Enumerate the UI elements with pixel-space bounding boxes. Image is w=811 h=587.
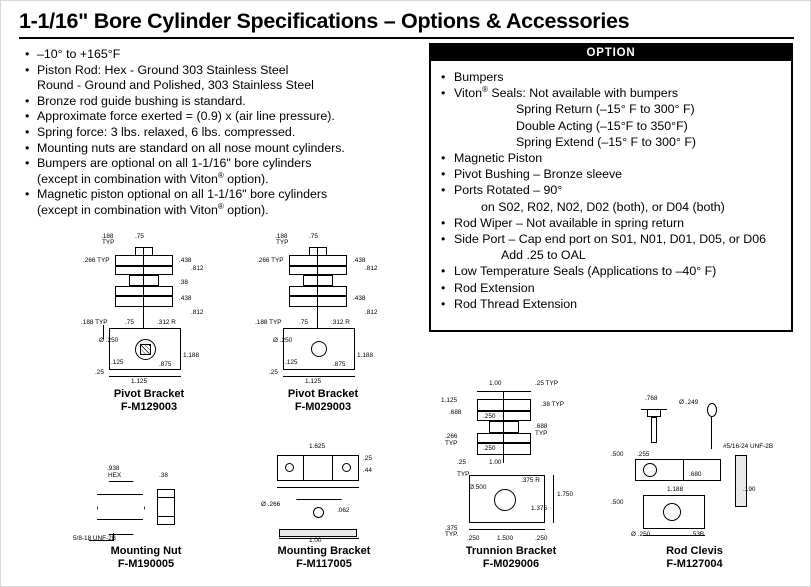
bore-circle: [494, 489, 516, 511]
list-item-text: Mounting nuts are standard on all nose mount cylinders.: [37, 140, 345, 155]
left-spec-list: [23, 47, 423, 219]
dim-label: 5/8-18 UNF-2B: [73, 535, 116, 542]
figure-part-number: F-M117005: [296, 557, 352, 570]
dim-label: .25: [457, 459, 466, 466]
option-item: [441, 247, 783, 263]
part-body: [115, 286, 173, 296]
drawing-trunnion-bracket: [431, 379, 591, 545]
dim-label: .250: [483, 413, 496, 420]
part-body: [289, 255, 347, 266]
option-item-text: Rod Extension: [454, 280, 535, 295]
list-item: [23, 94, 423, 110]
base-plate: [279, 529, 357, 537]
dim-label: 1.00: [489, 459, 502, 466]
dim-label: .44: [363, 467, 372, 474]
dim-label: HEX: [108, 472, 122, 479]
dim-label: .188 TYP: [255, 319, 282, 326]
hole: [342, 463, 351, 472]
dim-label: Ø .250: [631, 531, 651, 538]
dim-label: .438: [179, 257, 192, 264]
dim-label: Ø .250: [99, 337, 119, 344]
list-item: (except in combination with Viton® option).: [37, 201, 269, 217]
figure-caption: Pivot Bracket: [287, 388, 359, 400]
dim-line: [469, 529, 545, 530]
dim-line: [477, 391, 531, 392]
dim-label: .25: [363, 455, 372, 462]
figure-mounting-bracket: [251, 441, 397, 570]
list-item-text: Round - Ground and Polished, 303 Stainless Steel: [37, 78, 314, 93]
figure-part-number: F-M029006: [482, 557, 540, 570]
option-item: [441, 166, 783, 182]
part-edge: [309, 247, 327, 248]
list-item: (except in combination with Viton® option).: [37, 170, 269, 186]
dim-label: .688: [535, 423, 548, 430]
registered-mark: ®: [217, 201, 224, 211]
figure-mounting-nut: [73, 463, 219, 570]
option-item: [441, 199, 783, 215]
dim-label: .266 TYP: [83, 257, 110, 264]
pin-shaft: [711, 417, 712, 449]
dim-label: TYP: [276, 239, 289, 246]
part-body: [303, 275, 333, 286]
option-item-text: Add .25 to OAL: [501, 248, 586, 263]
dim-label: 1.125: [131, 378, 147, 385]
list-item: [23, 78, 423, 94]
dim-label: Ø .250: [273, 337, 293, 344]
option-item-text: Rod Thread Extension: [454, 296, 578, 311]
part-body: [477, 399, 531, 411]
dim-label: .75: [125, 319, 134, 326]
dim-label: 1.00: [489, 380, 502, 387]
option-item: [441, 101, 783, 117]
dim-label: .500: [611, 451, 624, 458]
figure-caption: Rod Clevis: [666, 545, 723, 557]
option-item: [441, 150, 783, 166]
part-body: [289, 286, 347, 296]
part-body: [129, 275, 159, 286]
drawing-pivot-bracket-m029003: [253, 233, 393, 388]
dim-label: .312 R: [331, 319, 350, 326]
part-edge: [135, 247, 136, 255]
dim-label: .500: [611, 499, 624, 506]
page-title: 1-1/16" Bore Cylinder Specifications – Options & Accessories: [19, 9, 630, 33]
part-edge: [303, 455, 304, 481]
option-item-text: Rod Wiper – Not available in spring return: [454, 215, 685, 230]
dim-label: 1.188: [357, 352, 373, 359]
figure-pivot-bracket-m129003: [79, 233, 219, 413]
dim-label: .812: [365, 265, 378, 272]
dim-label: 1.188: [667, 486, 683, 493]
part-edge: [152, 247, 153, 255]
drawing-pivot-bracket-m129003: [79, 233, 219, 388]
hole: [285, 463, 294, 472]
hex-outline: [97, 481, 143, 533]
part-edge: [309, 247, 310, 255]
dim-label: 1.00: [309, 537, 322, 544]
dim-label: .188: [275, 233, 288, 240]
dim-label: TYP: [102, 239, 115, 246]
figure-caption: Mounting Nut: [110, 545, 182, 557]
list-item: [23, 187, 423, 203]
dim-label: .190: [743, 486, 756, 493]
figure-caption: Pivot Bracket: [113, 388, 185, 400]
dim-label: .688: [449, 409, 462, 416]
registered-mark: ®: [482, 85, 488, 95]
option-box: [429, 43, 793, 332]
dim-label: TYP: [445, 440, 458, 447]
dim-label: .812: [191, 309, 204, 316]
part-edge: [157, 516, 175, 517]
part-body: [115, 255, 173, 266]
option-item-text: Magnetic Piston: [454, 151, 543, 166]
option-item-text: Low Temperature Seals (Applications to –40° F): [454, 264, 717, 279]
figure-rod-clevis: [607, 387, 782, 570]
option-item: • Viton® Seals: Not available with bumpers: [441, 85, 783, 101]
option-item: [441, 280, 783, 296]
part-edge: [157, 497, 175, 498]
dim-label: TYP.: [457, 471, 471, 478]
figure-part-number: F-M129003: [120, 400, 178, 413]
center-line: [503, 391, 504, 463]
figure-caption: Mounting Bracket: [277, 545, 371, 557]
list-item: [23, 47, 423, 63]
dim-label: .38: [159, 472, 168, 479]
dim-label: .75: [135, 233, 144, 240]
figure-part-number: F-M127004: [666, 557, 723, 570]
dim-label: 1.500: [497, 535, 513, 542]
dim-label: .812: [365, 309, 378, 316]
option-item-text: Bumpers: [454, 70, 504, 84]
list-item-text: –10° to +165°F: [37, 47, 121, 61]
dim-label: .53B: [691, 531, 705, 538]
dim-label: .25 TYP: [535, 380, 558, 387]
hole: [313, 507, 324, 518]
dim-line: [277, 487, 359, 488]
option-item-text: Spring Extend (–15° F to 300° F): [516, 134, 697, 149]
part-body: [115, 296, 173, 307]
dim-label: .38: [179, 279, 188, 286]
part-side-view: [157, 489, 175, 525]
dim-label: .938: [107, 465, 120, 472]
list-item-text: Bumpers are optional on all 1-1/16" bore cylinders: [37, 156, 312, 171]
part-edge: [135, 247, 153, 248]
center-line: [143, 247, 144, 335]
registered-mark: ®: [217, 170, 224, 180]
dim-label: 1.125: [441, 397, 457, 404]
dim-label: .438: [353, 257, 366, 264]
dim-label: .312 R: [157, 319, 176, 326]
part-body: [289, 296, 347, 307]
option-item-text: Ports Rotated – 90°: [454, 183, 563, 198]
bore-hatch: [140, 344, 151, 355]
title-divider: [19, 37, 794, 39]
dim-label: .875: [159, 361, 172, 368]
dim-label: .125: [285, 359, 298, 366]
bore-circle: [311, 341, 327, 357]
option-item-text: Pivot Bushing – Bronze sleeve: [454, 167, 623, 182]
list-item-text: Bronze rod guide bushing is standard.: [37, 93, 246, 108]
dim-label: .25: [95, 369, 104, 376]
list-item: [23, 109, 423, 125]
list-item-text: Piston Rod: Hex - Ground 303 Stainless Steel: [37, 62, 289, 77]
figure-part-number: F-M190005: [117, 557, 175, 570]
dim-label: .875: [333, 361, 346, 368]
part-body: [115, 266, 173, 275]
option-item: [441, 296, 783, 312]
part-body: [289, 266, 347, 275]
list-item: [23, 125, 423, 141]
dim-label: 1.375: [531, 505, 547, 512]
option-item-text: Double Acting (–15°F to 350°F): [516, 118, 688, 133]
pin-ring: [707, 403, 717, 417]
list-item: [23, 141, 423, 157]
figure-part-number: F-M029003: [294, 400, 352, 413]
dim-label: .812: [191, 265, 204, 272]
part-body: [477, 433, 531, 443]
list-item-text: Spring force: 3 lbs. relaxed, 6 lbs. compressed.: [37, 124, 296, 139]
figure-pivot-bracket-m029003: [253, 233, 393, 413]
option-item: [441, 69, 783, 85]
option-item-text: Spring Return (–15° F to 300° F): [516, 102, 695, 117]
dim-label: .062: [337, 507, 350, 514]
dim-line: [109, 376, 181, 377]
dim-label: 1.625: [309, 443, 325, 450]
dim-label: Ø.500: [469, 484, 487, 491]
option-item: [441, 231, 783, 247]
dim-label: #5/16-24 UNF-2B: [723, 443, 774, 450]
dim-label: .375: [445, 525, 458, 532]
bore-circle: [643, 463, 657, 477]
option-box-body: [431, 61, 791, 312]
dim-label: .266 TYP: [257, 257, 284, 264]
option-item: [441, 263, 783, 279]
dim-label: .680: [689, 471, 702, 478]
list-item: [23, 63, 423, 79]
dim-label: .75: [299, 319, 308, 326]
dim-label: .438: [353, 295, 366, 302]
dim-label: 1.125: [305, 378, 321, 385]
drawing-mounting-nut: [73, 463, 219, 545]
figure-caption: Trunnion Bracket: [465, 545, 557, 557]
dim-label: .38 TYP: [541, 401, 564, 408]
dim-label: .255: [637, 451, 650, 458]
thread-block: [735, 455, 747, 507]
list-item-text: Approximate force exerted = (0.9) x (air line pressure).: [37, 109, 335, 124]
part-body: [489, 421, 519, 433]
dim-label: .125: [111, 359, 124, 366]
dim-label: Ø .249: [679, 399, 699, 406]
dim-label: .266: [445, 433, 458, 440]
part-body: [651, 417, 657, 443]
dim-label: Ø .266: [261, 501, 281, 508]
dim-label: .250: [535, 535, 548, 542]
dim-label: .250: [483, 445, 496, 452]
drawing-rod-clevis: [607, 387, 782, 545]
drawing-mounting-bracket: [251, 441, 397, 545]
option-item: [441, 182, 783, 198]
center-line: [317, 247, 318, 335]
part-edge: [683, 459, 684, 481]
option-item-text: on S02, R02, N02, D02 (both), or D04 (both): [481, 199, 725, 214]
dim-label: TYP: [535, 430, 548, 437]
option-item: [441, 118, 783, 134]
dim-line: [553, 475, 554, 523]
dim-label: .768: [645, 395, 658, 402]
dim-label: .188 TYP: [81, 319, 108, 326]
dim-label: .188: [101, 233, 114, 240]
dim-label: 1.750: [557, 491, 573, 498]
list-item-text: Magnetic piston optional on all 1-1/16" bore cylinders: [37, 187, 328, 202]
part-body: [647, 409, 661, 417]
dim-label: .75: [309, 233, 318, 240]
part-edge: [332, 455, 333, 481]
dim-label: .25: [269, 369, 278, 376]
dim-label: .438: [179, 295, 192, 302]
dim-label: .375 R: [521, 477, 540, 484]
list-item: [23, 156, 423, 172]
option-box-header: OPTION: [431, 45, 791, 61]
dim-label: TYP.: [445, 531, 459, 538]
option-item: [441, 134, 783, 150]
option-item: [441, 215, 783, 231]
part-edge: [326, 247, 327, 255]
figure-trunnion-bracket: [431, 379, 591, 570]
bore-circle: [663, 503, 681, 521]
dim-label: 1.188: [183, 352, 199, 359]
option-item-text: Side Port – Cap end port on S01, N01, D01, D05, or D06: [454, 232, 767, 247]
dim-label: .250: [467, 535, 480, 542]
dim-line: [283, 376, 355, 377]
